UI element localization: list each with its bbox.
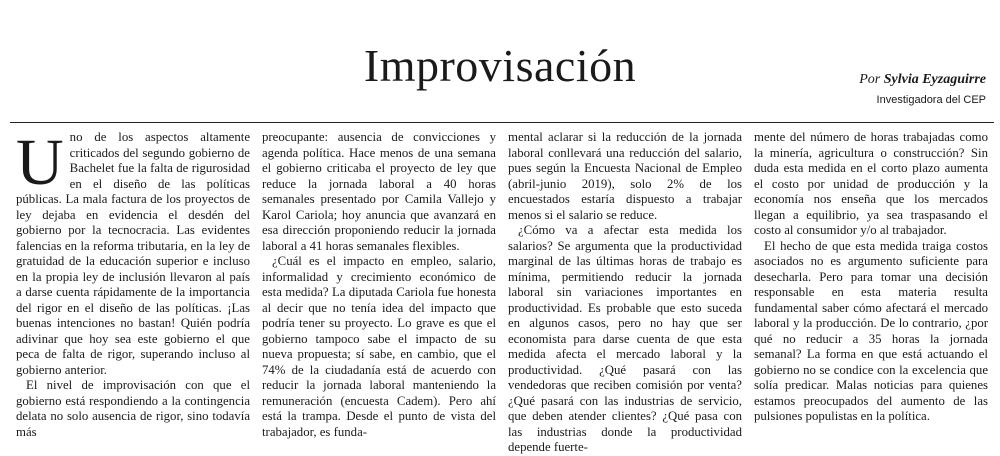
author-role: Investigadora del CEP: [876, 94, 986, 106]
paragraph: [16, 126, 250, 378]
paragraph: ¿Cuál es el impacto en empleo, salario, informalidad y crecimiento económico de esta medida? La diputada Cariola fue honesta al decir que no tenía idea del impacto que podría tener su proyecto. Lo grave es que el gobierno tampoco sabe el impacto de su nueva propuesta; sí sabe, en cambio, que el 74% de la ciudadanía está de acuerdo con reducir la jornada laboral manteniendo la remuneración (encuesta Cadem). Pero ahí está la trampa. Desde el punto de vista del trabajador, es funda-: [262, 254, 496, 439]
header-divider: [10, 122, 994, 123]
article-body: [10, 126, 994, 454]
paragraph: preocupante: ausencia de convicciones y agenda política. Hace menos de una semana el gobierno criticaba el proyecto de ley que reduce la jornada laboral a 40 horas semanales presentado por Camila Vallejo y Karol Cariola; hoy anuncia que avanzará en esa dirección proponiendo reducir la jornada laboral a 41 horas semanales flexibles.: [262, 130, 496, 253]
paragraph: ¿Cómo va a afectar esta medida los salarios? Se argumenta que la productividad marginal de las últimas horas de trabajo es mínima, permitiendo reducir la jornada laboral sin variaciones importantes en productividad. Es probable que esto suceda en algunos casos, pero no hay que ser economista para darse cuenta de que esta medida afecta el mercado laboral y la productividad. ¿Qué pasará con las vendedoras que reciben comisión por venta? ¿Qué pasará con las industrias de servicio, que deben atender clientes? ¿Qué pasa con las industrias donde la productividad depende fuerte-: [508, 223, 742, 454]
byline-prefix: Por: [859, 72, 881, 87]
paragraph-text: no de los aspectos altamente criticados del segundo gobierno de Bachelet fue la falta de rigurosidad en el diseño de las políticas públicas. La mala factura de los proyectos de ley dejaba en evidencia el desdén del gobierno por la tecnocracia. Las evidentes falencias en la reforma tributaria, en la ley de gratuidad de la educación superior e incluso en la propia ley de inclusión llevaron al país a darse cuenta rápidamente de la importancia del rigor en el diseño de las políticas. ¡Las buenas intenciones no bastan! Quién podría adivinar que hoy sea este gobierno el que peca de falta de rigor, superando incluso al gobierno anterior.: [16, 130, 250, 377]
byline: [859, 72, 986, 88]
column-3: [502, 130, 748, 454]
paragraph: mente del número de horas trabajadas como la minería, agricultura o construcción? Sin duda esta medida en el corto plazo aumenta el costo por unidad de producción y la economía nos enseña que los mercados llegan a equilibrio, ya sea traspasando el costo al consumidor y/o al trabajador.: [754, 130, 988, 237]
column-2: [256, 130, 502, 439]
paragraph: El nivel de improvisación con que el gobierno está respondiendo a la contingencia delata no solo ausencia de rigor, sino todavía más: [16, 378, 250, 439]
column-1: [10, 126, 256, 439]
column-4: [748, 130, 994, 436]
author-name: Sylvia Eyzaguirre: [883, 72, 986, 87]
paragraph: El hecho de que esta medida traiga costos asociados no es argumento suficiente para desecharla. Pero para tomar una decisión responsable en esta materia resulta fundamental saber cómo afectará el mercado laboral y la producción. De lo contrario, ¿por qué no reducir a 35 horas la jornada semanal? La forma en que está actuando el gobierno no se condice con la excelencia que solía predicar. Malas noticias para quienes estamos preocupados del aumento de las pulsiones populistas en la política.: [754, 238, 988, 423]
paragraph: mental aclarar si la reducción de la jornada laboral conllevará una reducción del salario, pues según la Encuesta Nacional de Empleo (abril-junio 2019), solo 2% de los encuestados estaría dispuesto a trabajar menos si el salario se reduce.: [508, 130, 742, 222]
drop-cap: U: [16, 126, 64, 199]
article-title: Improvisación: [363, 39, 637, 91]
